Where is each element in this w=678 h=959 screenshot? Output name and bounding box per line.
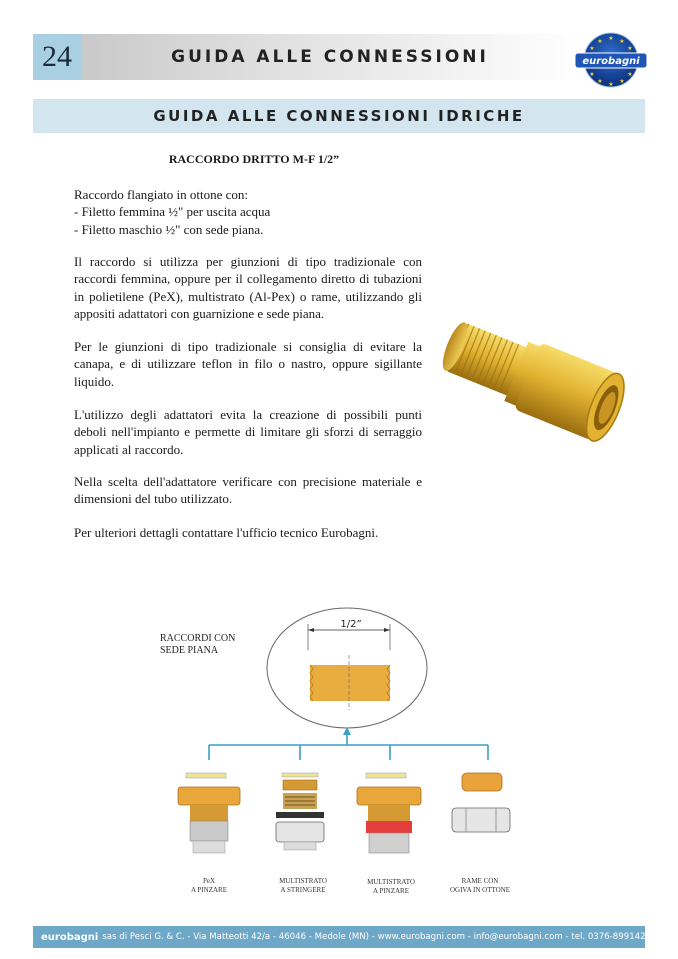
intro-line: Raccordo flangiato in ottone con: — [74, 187, 249, 202]
diagram-label-line: SEDE PIANA — [160, 645, 219, 656]
paragraph-sealing: Per le giunzioni di tipo tradizionale si consiglia di evitare la canapa, e di utilizzare teflon in filo o nastro, oppure sigillante liquido. — [74, 339, 422, 389]
footer-brand: eurobagni — [41, 931, 99, 943]
multilayer-compression-fitting — [276, 773, 324, 850]
multilayer-crimp-fitting — [357, 773, 421, 853]
eurobagni-logo — [573, 31, 649, 89]
dimension-label: 1/2” — [340, 619, 362, 630]
svg-text:★: ★ — [597, 78, 603, 85]
thread-section — [310, 665, 390, 701]
paragraph-usage: Il raccordo si utilizza per giunzioni di tipo tradizionale con raccordi femmina, oppure per il collegamento diretto di tubazioni in polietilene (PeX), multistrato (Al-Pex) o rame, utilizzando gli appositi adattatori con guarnizione e sede piana. — [74, 254, 422, 321]
svg-text:★: ★ — [589, 45, 595, 52]
logo-text: eurobagni — [582, 56, 640, 67]
caption-line: MULTISTRATO — [279, 877, 327, 885]
diagram-label-line: RACCORDI CON — [160, 633, 236, 644]
paragraph-contact: Per ulteriori dettagli contattare l'ufficio tecnico Eurobagni. — [74, 525, 379, 540]
svg-text:★: ★ — [608, 35, 614, 42]
caption-line: A PINZARE — [373, 887, 409, 895]
page-number: 24 — [33, 34, 81, 80]
product-intro — [74, 186, 422, 238]
caption-line: PeX — [202, 877, 216, 885]
footer-bar — [33, 926, 645, 948]
connector-lines — [209, 733, 488, 760]
copper-olive-fitting — [452, 773, 510, 832]
paragraph-selection: Nella scelta dell'adattatore verificare con precisione materiale e dimensioni del tubo utilizzato. — [74, 474, 422, 507]
caption-copper — [440, 877, 520, 895]
brass-fitting-image — [440, 305, 630, 457]
svg-text:★: ★ — [627, 71, 633, 78]
intro-line: - Filetto maschio ½" con sede piana. — [74, 221, 264, 237]
pex-crimp-fitting — [178, 773, 240, 853]
caption-multilayer-compression — [263, 877, 343, 895]
svg-text:★: ★ — [627, 45, 633, 52]
product-title: RACCORDO DRITTO M-F 1/2” — [168, 152, 340, 166]
caption-line: A PINZARE — [191, 886, 227, 894]
section-title: GUIDA ALLE CONNESSIONI IDRICHE — [33, 99, 645, 133]
diagram-label — [160, 633, 235, 657]
caption-line: A STRINGERE — [280, 886, 326, 894]
caption-line: OGIVA IN OTTONE — [449, 886, 511, 894]
caption-pex — [169, 877, 249, 895]
caption-line: MULTISTRATO — [367, 878, 415, 886]
footer-contact-text: sas di Pesci G. & C. - Via Matteotti 42/a - 46046 - Medole (MN) - www.eurobagni.com - info@eurobagni.com - tel. 0376-899142 — [102, 932, 646, 942]
svg-text:★: ★ — [619, 38, 625, 45]
svg-text:★: ★ — [619, 78, 625, 85]
svg-text:★: ★ — [608, 81, 614, 88]
caption-multilayer-crimp — [351, 878, 431, 896]
svg-text:★: ★ — [589, 71, 595, 78]
page-title: GUIDA ALLE CONNESSIONI — [171, 47, 489, 67]
caption-line: RAME CON — [461, 877, 499, 885]
paragraph-adapters: L'utilizzo degli adattatori evita la creazione di possibili punti deboli nell'impianto e permette di limitare gli sforzi di serraggio applicati al raccordo. — [74, 407, 422, 457]
intro-line: - Filetto femmina ½" per uscita acqua — [74, 204, 271, 220]
svg-text:★: ★ — [597, 38, 603, 45]
